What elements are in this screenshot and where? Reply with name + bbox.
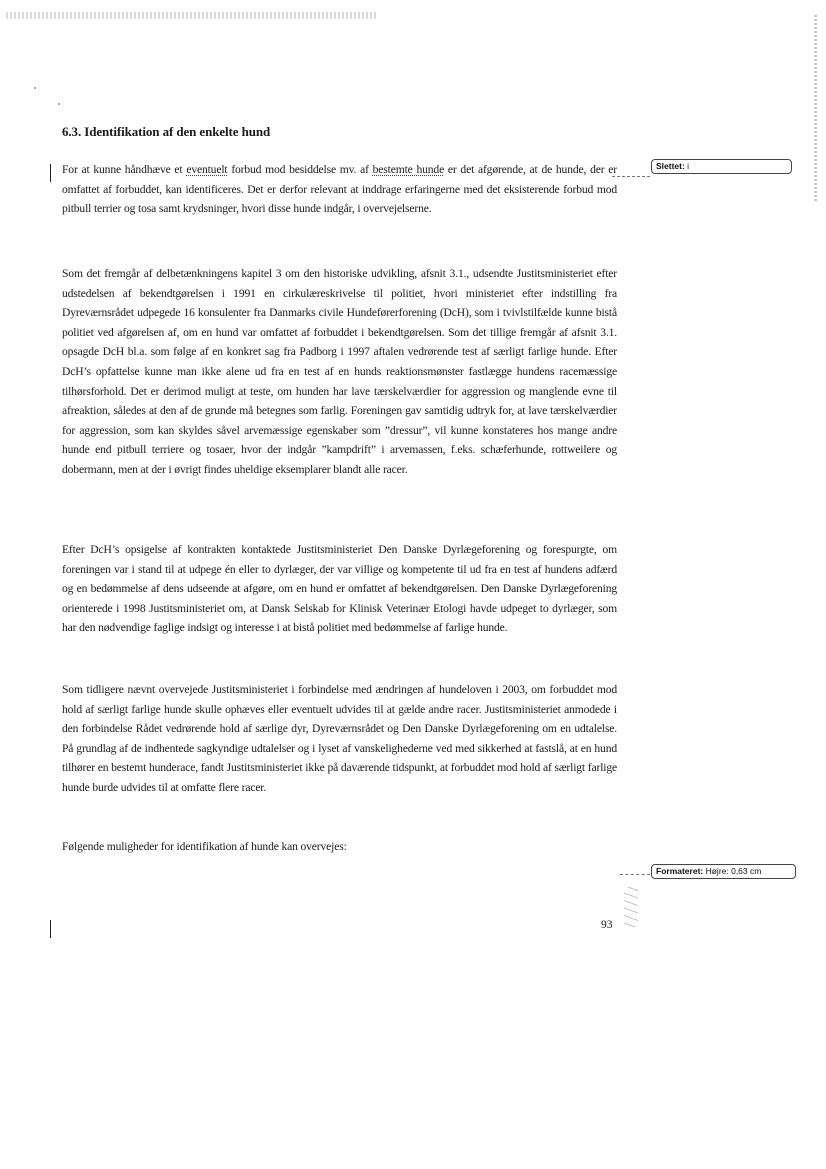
scan-artifact-top (6, 12, 378, 19)
paragraph-1-part: forbud mod besiddelse mv. af (227, 163, 373, 176)
paragraph-1-part: For at kunne håndhæve et (62, 163, 187, 176)
tracked-insertion: bestemte hunde (372, 163, 445, 176)
formatted-comment-balloon[interactable] (651, 864, 796, 879)
deleted-comment-balloon[interactable] (651, 159, 792, 174)
paragraph-5: Følgende muligheder for identifikation af hunde kan overvejes: (62, 840, 347, 853)
scan-speck (34, 87, 36, 89)
comment-leader-line (620, 874, 650, 875)
comment-leader-line (612, 176, 650, 177)
scan-artifact-right (814, 15, 817, 203)
comment-label: Formateret: (656, 866, 706, 876)
paragraph-2: Som det fremgår af delbetænkningens kapitel 3 om den historiske udvikling, afsnit 3.1., udsendte Justitsministeriet efter udstedelsen af bekendtgørelsen i 1991 en cirkulæreskrivelse til politiet, hvori ministeriet efter indstilling fra Dyreværnsrådet udpegede 16 konsulenter fra Danmarks civile Hundeførerforening (DcH), som i tvivlstilfælde kunne bistå politiet ved afgørelsen af, om en hund var omfattet af forbuddet i bekendtgørelsen. Som det tillige fremgår af afsnit 3.1. opsagde DcH bl.a. som følge af en konkret sag fra Padborg i 1997 aftalen vedrørende test af særligt farlige hunde. Efter DcH’s opfattelse kunne man ikke alene ud fra en test af en hunds reaktionsmønster fastlægge hundens racemæssige tilhørsforhold. Det er derimod muligt at teste, om hunden har lave tærskelværdier for aggression og manglende evne til afreaktion, således at den af de grunde må betegnes som farlig. Foreningen gav samtidig udtryk for, at lave tærskelværdier for aggression, som kan skyldes såvel arvemæssige egenskaber som ”dressur”, vil kunne konstateres hos mange andre hunde end pitbull terriere og tosaer, hvor der indgår ”kampdrift” i arvemassen, f.eks. schæferhunde, rottweilere og dobermann, men at der i øvrigt findes uheldige eksemplarer blandt alle racer. (62, 267, 617, 476)
page-number: 93 (601, 918, 613, 931)
comment-value: i (687, 161, 690, 171)
scan-artifact-dots (624, 887, 638, 927)
scan-speck (58, 103, 60, 105)
tracked-insertion: eventuelt (186, 163, 228, 176)
change-bar (50, 164, 51, 182)
section-heading: 6.3. Identifikation af den enkelte hund (62, 124, 271, 139)
comment-value: Højre: 0,63 cm (705, 866, 762, 876)
paragraph-3: Efter DcH’s opsigelse af kontrakten kontaktede Justitsministeriet Den Danske Dyrlægeforening og forespurgte, om foreningen var i stand til at udpege én eller to dyrlæger, der var villige og kompetente til ud fra en test af hundens adfærd og en bedømmelse af dens udseende at afgøre, om en hund er omfattet af bekendtgørelsen. Den Danske Dyrlægeforening orienterede i 1998 Justitsministeriet om, at Dansk Selskab for Klinisk Veterinær Etologi havde udpeget to dyrlæger, som har den nødvendige faglige indsigt og interesse i at bistå politiet med bedømmelse af farlige hunde. (62, 543, 617, 635)
change-bar (50, 920, 51, 938)
comment-label: Slettet: (656, 161, 688, 171)
paragraph-1 (62, 160, 617, 219)
paragraph-1-part: er det afgørende, at de hunde, der er omfattet af forbuddet, kan identificeres. Det er derfor relevant at inddrage erfaringerne med det eksisterende forbud mod pitbull terrier og tosa samt krydsninger, hvori disse hunde indgår, i overvejelserne. (62, 163, 617, 216)
paragraph-4: Som tidligere nævnt overvejede Justitsministeriet i forbindelse med ændringen af hundeloven i 2003, om forbuddet mod hold af særligt farlige hunde skulle ophæves eller eventuelt udvides til at gælde andre racer. Justitsministeriet anmodede i den forbindelse Rådet vedrørende hold af særlige dyr, Dyreværnsrådet og Den Danske Dyrlægeforening om en udtalelse. På grundlag af de indhentede sagkyndige udtalelser og i lyset af vanskelighederne ved med sikkerhed at fastslå, at en hund tilhører en bestemt hunderace, fandt Justitsministeriet ikke på daværende tidspunkt, at forbuddet mod hold af særligt farlige hunde burde udvides til at omfatte flere racer. (62, 683, 617, 794)
